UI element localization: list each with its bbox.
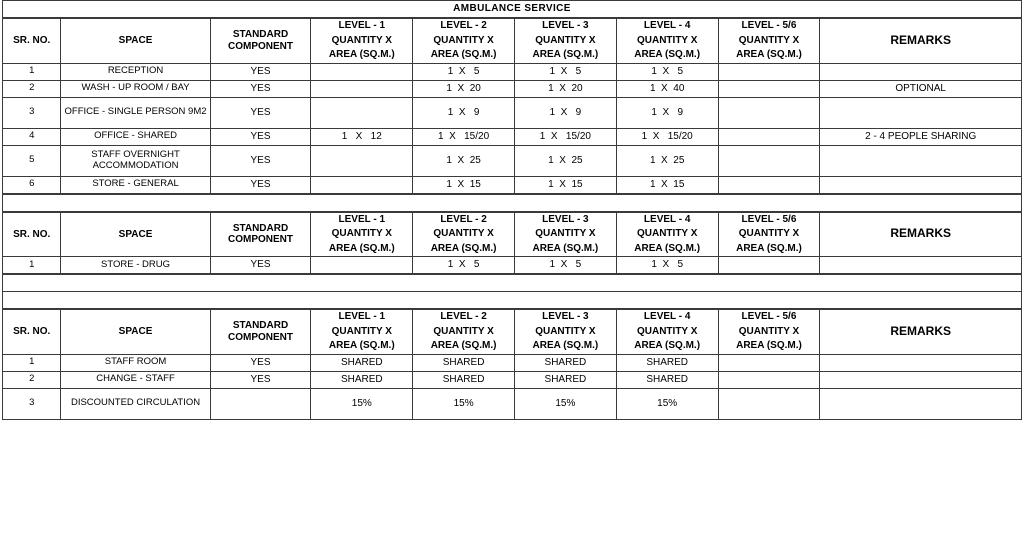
cell-space: STAFF ROOM xyxy=(61,354,210,371)
cell-level-1: 15% xyxy=(311,388,413,419)
header-standard-component-line1: STANDARD xyxy=(232,29,289,41)
header-level-4-qty: QUANTITY X xyxy=(636,325,698,337)
cell-level-56 xyxy=(718,176,820,193)
cell-standard-component: YES xyxy=(210,128,311,145)
cell-level-2: SHARED xyxy=(413,371,515,388)
cell-level-2: 1 X 25 xyxy=(413,145,515,176)
cell-level-56 xyxy=(718,354,820,371)
header-remarks: REMARKS xyxy=(820,19,1022,64)
cell-standard-component: YES xyxy=(210,97,311,128)
cell-space: STAFF OVERNIGHT ACCOMMODATION xyxy=(61,145,210,176)
header-level-1-label: LEVEL - 1 xyxy=(338,20,386,31)
cell-level-3: 1 X 5 xyxy=(514,63,616,80)
cell-remarks xyxy=(820,371,1022,388)
cell-space: STORE - GENERAL xyxy=(61,176,210,193)
cell-level-3: 1 X 15/20 xyxy=(514,128,616,145)
cell-level-4: 1 X 15/20 xyxy=(616,128,718,145)
header-level-2 xyxy=(413,310,515,355)
header-level-3-label: LEVEL - 3 xyxy=(542,20,589,31)
table-row xyxy=(3,257,1022,274)
header-level-3 xyxy=(514,310,616,355)
header-level-3-qty: QUANTITY X xyxy=(535,325,596,337)
header-level-4 xyxy=(616,19,718,64)
cell-level-1: SHARED xyxy=(311,371,413,388)
header-level-1-area: AREA (SQ.M.) xyxy=(328,49,395,60)
cell-level-4: 1 X 5 xyxy=(616,63,718,80)
header-level-2-label: LEVEL - 2 xyxy=(440,311,487,322)
header-level-1 xyxy=(311,19,413,64)
header-level-2-qty: QUANTITY X xyxy=(433,228,494,239)
cell-level-56 xyxy=(718,80,820,97)
cell-level-56 xyxy=(718,145,820,176)
table-2-header-row xyxy=(3,212,1022,257)
header-standard-component-line2: COMPONENT xyxy=(228,331,293,343)
cell-level-4: 1 X 15 xyxy=(616,176,718,193)
cell-level-56 xyxy=(718,63,820,80)
table-row xyxy=(3,371,1022,388)
cell-level-4: 1 X 5 xyxy=(616,257,718,274)
spacer-cell xyxy=(3,275,1022,292)
cell-sr-no: 2 xyxy=(3,371,61,388)
cell-level-2: SHARED xyxy=(413,354,515,371)
header-level-56-area: AREA (SQ.M.) xyxy=(736,242,802,254)
spacer-block-2 xyxy=(2,274,1022,309)
cell-sr-no: 1 xyxy=(3,257,61,274)
header-level-56 xyxy=(718,212,820,257)
cell-level-4: 15% xyxy=(616,388,718,419)
cell-level-4: 1 X 25 xyxy=(616,145,718,176)
header-level-2 xyxy=(413,19,515,64)
header-level-1 xyxy=(311,212,413,257)
header-sr-no: SR. NO. xyxy=(3,19,61,64)
cell-sr-no: 3 xyxy=(3,97,61,128)
cell-sr-no: 5 xyxy=(3,145,61,176)
cell-sr-no: 3 xyxy=(3,388,61,419)
cell-level-3: 1 X 15 xyxy=(514,176,616,193)
cell-level-56 xyxy=(718,371,820,388)
table-row xyxy=(3,128,1022,145)
cell-level-2: 1 X 9 xyxy=(413,97,515,128)
header-remarks: REMARKS xyxy=(820,310,1022,355)
header-level-2 xyxy=(413,212,515,257)
cell-level-56 xyxy=(718,388,820,419)
header-level-1-area: AREA (SQ.M.) xyxy=(328,340,395,351)
header-level-4 xyxy=(616,310,718,355)
cell-remarks xyxy=(820,354,1022,371)
cell-remarks xyxy=(820,176,1022,193)
header-level-2-label: LEVEL - 2 xyxy=(440,213,487,225)
cell-level-4: SHARED xyxy=(616,371,718,388)
cell-space: OFFICE - SHARED xyxy=(61,128,210,145)
table-row xyxy=(3,145,1022,176)
cell-standard-component: YES xyxy=(210,176,311,193)
header-level-56-label: LEVEL - 5/6 xyxy=(741,311,797,322)
spacer-cell xyxy=(3,292,1022,309)
cell-level-1 xyxy=(311,145,413,176)
cell-remarks xyxy=(820,63,1022,80)
cell-level-3: 1 X 20 xyxy=(514,80,616,97)
cell-sr-no: 1 xyxy=(3,63,61,80)
cell-standard-component: YES xyxy=(210,257,311,274)
table-1 xyxy=(2,18,1022,194)
header-level-4-area: AREA (SQ.M.) xyxy=(634,49,701,60)
header-level-4-label: LEVEL - 4 xyxy=(643,20,691,31)
cell-space: STORE - DRUG xyxy=(61,257,210,274)
cell-level-56 xyxy=(718,257,820,274)
header-level-4 xyxy=(616,212,718,257)
header-level-3-area: AREA (SQ.M.) xyxy=(532,242,599,254)
cell-level-2: 1 X 5 xyxy=(413,63,515,80)
cell-level-2: 1 X 15 xyxy=(413,176,515,193)
header-level-4-label: LEVEL - 4 xyxy=(643,213,691,225)
table-row xyxy=(3,80,1022,97)
header-level-4-qty: QUANTITY X xyxy=(636,228,698,239)
header-level-56-qty: QUANTITY X xyxy=(738,325,800,337)
spacer-block-1 xyxy=(2,194,1022,212)
table-row xyxy=(3,63,1022,80)
cell-sr-no: 2 xyxy=(3,80,61,97)
header-level-2-area: AREA (SQ.M.) xyxy=(430,242,497,254)
header-level-56-area: AREA (SQ.M.) xyxy=(736,340,802,351)
cell-level-56 xyxy=(718,97,820,128)
header-standard-component xyxy=(210,310,311,355)
cell-level-2: 1 X 5 xyxy=(413,257,515,274)
cell-remarks xyxy=(820,145,1022,176)
cell-standard-component: YES xyxy=(210,80,311,97)
cell-remarks: 2 - 4 PEOPLE SHARING xyxy=(820,128,1022,145)
header-sr-no: SR. NO. xyxy=(3,212,61,257)
header-level-3 xyxy=(514,212,616,257)
table-3 xyxy=(2,309,1022,420)
header-level-56-qty: QUANTITY X xyxy=(738,228,800,239)
header-level-4-area: AREA (SQ.M.) xyxy=(634,242,701,254)
header-level-1-label: LEVEL - 1 xyxy=(338,213,386,225)
title-table xyxy=(2,0,1022,18)
cell-level-1 xyxy=(311,257,413,274)
header-level-2-label: LEVEL - 2 xyxy=(440,20,487,31)
header-standard-component xyxy=(210,212,311,257)
cell-standard-component: YES xyxy=(210,371,311,388)
header-level-1-qty: QUANTITY X xyxy=(331,228,392,239)
table-row xyxy=(3,388,1022,419)
header-level-3-qty: QUANTITY X xyxy=(535,34,596,46)
cell-level-2: 1 X 20 xyxy=(413,80,515,97)
cell-level-1: 1 X 12 xyxy=(311,128,413,145)
cell-space: DISCOUNTED CIRCULATION xyxy=(61,388,210,419)
header-level-56-area: AREA (SQ.M.) xyxy=(736,49,802,60)
cell-level-3: 15% xyxy=(514,388,616,419)
header-level-2-qty: QUANTITY X xyxy=(433,325,494,337)
header-level-56-label: LEVEL - 5/6 xyxy=(741,20,797,31)
header-level-2-area: AREA (SQ.M.) xyxy=(430,340,497,351)
document-title-row xyxy=(3,1,1022,18)
header-level-4-area: AREA (SQ.M.) xyxy=(634,340,701,351)
cell-level-3: 1 X 5 xyxy=(514,257,616,274)
cell-standard-component: YES xyxy=(210,354,311,371)
cell-sr-no: 6 xyxy=(3,176,61,193)
cell-sr-no: 1 xyxy=(3,354,61,371)
header-level-4-label: LEVEL - 4 xyxy=(643,311,691,322)
header-level-3-area: AREA (SQ.M.) xyxy=(532,340,599,351)
cell-level-2: 1 X 15/20 xyxy=(413,128,515,145)
header-level-2-qty: QUANTITY X xyxy=(433,34,494,46)
header-level-2-area: AREA (SQ.M.) xyxy=(430,49,497,60)
cell-level-3: 1 X 9 xyxy=(514,97,616,128)
table-2 xyxy=(2,212,1022,275)
header-level-4-qty: QUANTITY X xyxy=(636,34,698,46)
cell-space: RECEPTION xyxy=(61,63,210,80)
header-level-3-label: LEVEL - 3 xyxy=(542,213,589,225)
cell-space: WASH - UP ROOM / BAY xyxy=(61,80,210,97)
table-row xyxy=(3,97,1022,128)
cell-remarks xyxy=(820,388,1022,419)
cell-level-3: 1 X 25 xyxy=(514,145,616,176)
cell-level-3: SHARED xyxy=(514,354,616,371)
header-level-1-label: LEVEL - 1 xyxy=(338,311,386,322)
cell-level-4: 1 X 9 xyxy=(616,97,718,128)
cell-sr-no: 4 xyxy=(3,128,61,145)
header-standard-component xyxy=(210,19,311,64)
cell-level-2: 15% xyxy=(413,388,515,419)
table-row xyxy=(3,354,1022,371)
header-level-3-qty: QUANTITY X xyxy=(535,228,596,239)
page-title: AMBULANCE SERVICE xyxy=(3,1,1022,18)
cell-level-1 xyxy=(311,80,413,97)
cell-remarks: OPTIONAL xyxy=(820,80,1022,97)
header-level-56-label: LEVEL - 5/6 xyxy=(741,213,797,225)
header-level-1 xyxy=(311,310,413,355)
cell-level-1 xyxy=(311,97,413,128)
header-level-3 xyxy=(514,19,616,64)
cell-level-3: SHARED xyxy=(514,371,616,388)
table-1-header-row xyxy=(3,19,1022,64)
cell-space: CHANGE - STAFF xyxy=(61,371,210,388)
cell-space: OFFICE - SINGLE PERSON 9M2 xyxy=(61,97,210,128)
cell-level-1 xyxy=(311,176,413,193)
header-level-56 xyxy=(718,19,820,64)
cell-level-4: 1 X 40 xyxy=(616,80,718,97)
header-level-1-qty: QUANTITY X xyxy=(331,325,392,337)
cell-standard-component: YES xyxy=(210,63,311,80)
header-level-3-area: AREA (SQ.M.) xyxy=(532,49,599,60)
cell-standard-component: YES xyxy=(210,145,311,176)
cell-level-56 xyxy=(718,128,820,145)
header-sr-no: SR. NO. xyxy=(3,310,61,355)
header-standard-component-line2: COMPONENT xyxy=(228,234,293,246)
header-standard-component-line1: STANDARD xyxy=(232,222,289,234)
cell-remarks xyxy=(820,257,1022,274)
cell-level-1: SHARED xyxy=(311,354,413,371)
header-remarks: REMARKS xyxy=(820,212,1022,257)
header-space: SPACE xyxy=(61,19,210,64)
header-level-1-qty: QUANTITY X xyxy=(331,34,392,46)
header-space: SPACE xyxy=(61,212,210,257)
header-standard-component-line1: STANDARD xyxy=(232,320,289,332)
cell-remarks xyxy=(820,97,1022,128)
cell-level-1 xyxy=(311,63,413,80)
header-level-3-label: LEVEL - 3 xyxy=(542,311,589,322)
header-standard-component-line2: COMPONENT xyxy=(228,40,293,52)
header-space: SPACE xyxy=(61,310,210,355)
header-level-56-qty: QUANTITY X xyxy=(738,34,800,46)
spacer-cell xyxy=(3,194,1022,211)
header-level-56 xyxy=(718,310,820,355)
cell-level-4: SHARED xyxy=(616,354,718,371)
table-3-header-row xyxy=(3,310,1022,355)
cell-standard-component xyxy=(210,388,311,419)
table-row xyxy=(3,176,1022,193)
header-level-1-area: AREA (SQ.M.) xyxy=(328,242,395,254)
